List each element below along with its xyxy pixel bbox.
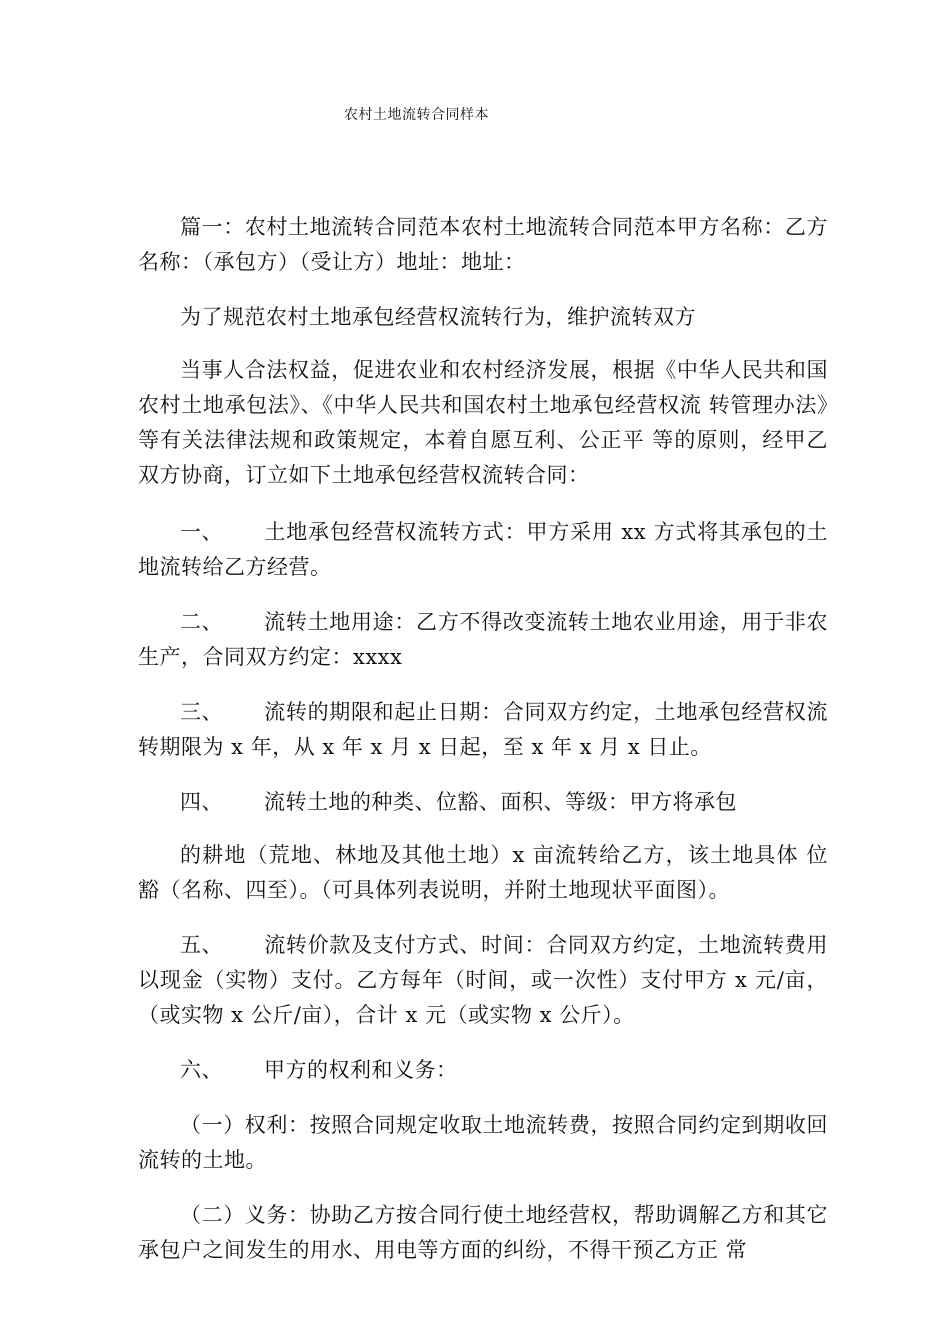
clause-number: 五、 (180, 933, 223, 957)
clause-2 (138, 605, 828, 675)
clause-text: 流转价款及支付方式、时间：合同双方约定，土地流转费用 以现金（实物）支付。乙方每年（时间，或一次性）支付甲方 x 元/亩，（或实物 x 公斤/亩），合计 x 元（或实物 x 公斤）。 (138, 933, 828, 1027)
clause-number: 一、 (180, 520, 223, 544)
clause-4 (138, 785, 828, 820)
clause-5 (138, 928, 828, 1033)
clause-3 (138, 695, 828, 765)
document-body (138, 210, 828, 1288)
clause-number: 六、 (180, 1058, 223, 1082)
clause-number: 三、 (180, 700, 223, 724)
clause-number: 四、 (180, 790, 223, 814)
paragraph-party-a-rights: （一）权利：按照合同规定收取土地流转费，按照合同约定到期收回流转的土地。 (138, 1113, 828, 1172)
clause-text: 流转土地用途：乙方不得改变流转土地农业用途，用于非农 生产，合同双方约定：xxxx (138, 610, 828, 669)
clause-6 (138, 1053, 828, 1088)
clause-1 (138, 515, 828, 585)
paragraph-party-a-obligations: （二）义务：协助乙方按合同行使土地经营权，帮助调解乙方和其它承包户之间发生的用水、用电等方面的纠纷，不得干预乙方正 常 (138, 1203, 828, 1262)
clause-text: 甲方的权利和义务： (264, 1058, 458, 1082)
clause-text: 流转土地的种类、位豁、面积、等级：甲方将承包 (264, 790, 737, 814)
paragraph-legal-basis: 当事人合法权益，促进农业和农村经济发展，根据《中华人民共和国农村土地承包法》、《中华人民共和国农村土地承包经营权流 转管理办法》等有关法律法规和政策规定，本着自愿互利、公正平 等的原则，经甲乙双方协商，订立如下土地承包经营权流转合同： (138, 358, 828, 487)
paragraph-land-details: 的耕地（荒地、林地及其他土地）x 亩流转给乙方，该土地具体 位豁（名称、四至）。（可具体列表说明，并附土地现状平面图）。 (138, 843, 828, 902)
paragraph-intro: 篇一：农村土地流转合同范本农村土地流转合同范本甲方名称：乙方名称：（承包方）（受让方）地址：地址： (138, 215, 828, 274)
paragraph-purpose: 为了规范农村土地承包经营权流转行为，维护流转双方 (180, 305, 696, 329)
clause-text: 土地承包经营权流转方式：甲方采用 xx 方式将其承包的土地流转给乙方经营。 (138, 520, 828, 579)
document-header-title: 农村土地流转合同样本 (344, 107, 489, 123)
clause-text: 流转的期限和起止日期：合同双方约定，土地承包经营权流 转期限为 x 年，从 x 年 x 月 x 日起，至 x 年 x 月 x 日止。 (138, 700, 828, 759)
clause-number: 二、 (180, 610, 223, 634)
